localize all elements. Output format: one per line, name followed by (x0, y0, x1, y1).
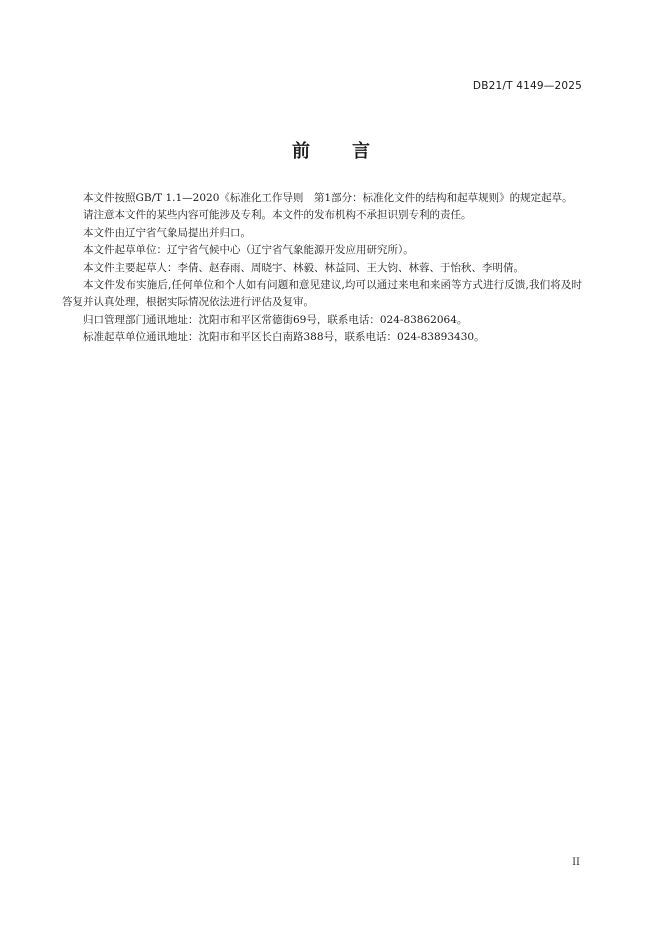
paragraph-drafters: 本文件主要起草人：李倩、赵春雨、周晓宇、林毅、林益同、王大钧、林蓉、于怡秋、李明倩。 (83, 261, 524, 274)
title-char-1: 前 (292, 141, 310, 162)
paragraph-admin-address: 归口管理部门通讯地址：沈阳市和平区常德街69号，联系电话：024-83862064。 (83, 313, 468, 326)
paragraph-drafter-address: 标准起草单位通讯地址：沈阳市和平区长白南路388号，联系电话：024-83893430。 (83, 331, 485, 344)
foreword-body (62, 190, 582, 347)
page-title (0, 137, 662, 163)
paragraph-drafting-unit: 本文件起草单位：辽宁省气候中心（辽宁省气象能源开发应用研究所）。 (83, 244, 414, 257)
paragraph-proposer: 本文件由辽宁省气象局提出并归口。 (83, 226, 251, 239)
paragraph-patent-notice: 请注意本文件的某些内容可能涉及专利。本文件的发布机构不承担识别专利的责任。 (83, 209, 472, 222)
paragraph-drafting-rules: 本文件按照GB/T 1.1—2020《标准化工作导则 第1部分：标准化文件的结构和起草规则》的规定起草。 (83, 192, 573, 204)
title-char-2: 言 (352, 141, 370, 162)
paragraph-feedback: 本文件发布实施后,任何单位和个人如有问题和意见建议,均可以通过来电和来函等方式进行反馈,我们将及时答复并认真处理，根据实际情况依法进行评估及复审。 (62, 279, 582, 309)
document-code: DB21/T 4149—2025 (472, 80, 582, 92)
page-number: II (572, 857, 580, 868)
